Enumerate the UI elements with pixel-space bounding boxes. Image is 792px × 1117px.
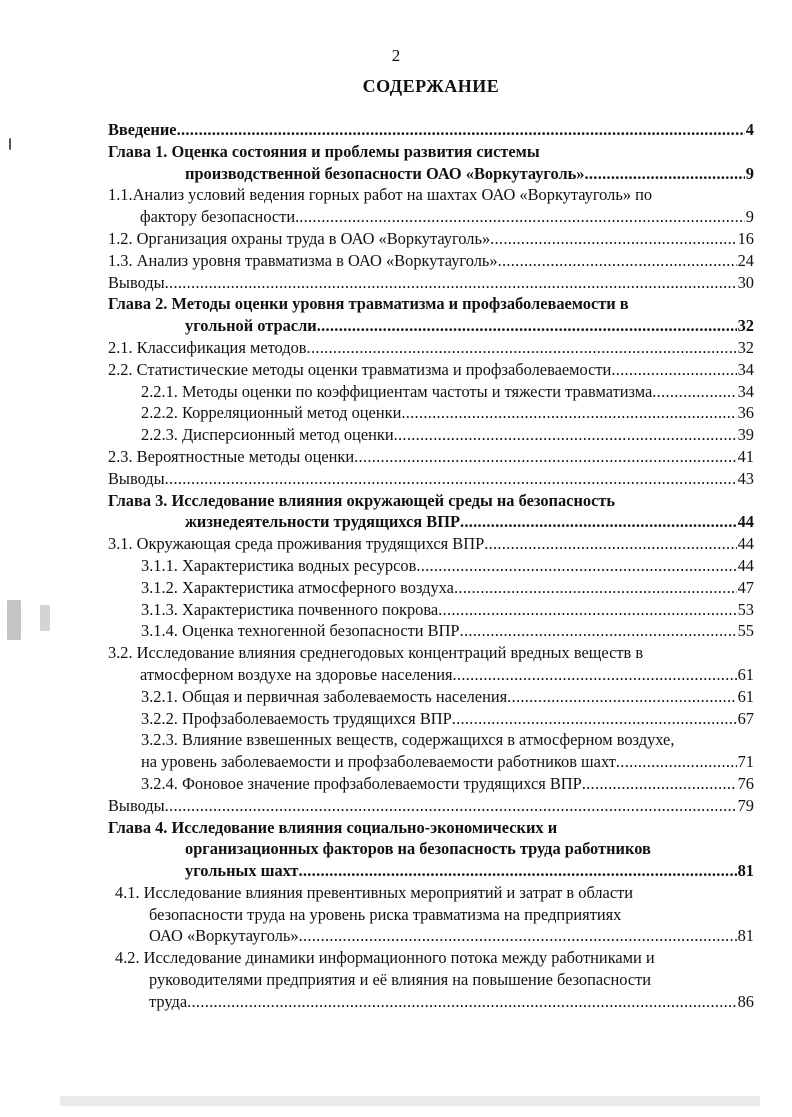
scan-speck (40, 605, 50, 631)
page-number: 2 (391, 46, 401, 65)
toc-entry (108, 708, 754, 730)
toc-entry (108, 272, 754, 294)
toc-entry (108, 359, 754, 381)
scan-speck (60, 1096, 760, 1106)
toc-entry (108, 729, 754, 773)
dot-leader (484, 533, 736, 555)
toc-page-number: 41 (737, 446, 754, 466)
toc-page-number: 61 (737, 686, 754, 706)
dot-leader (507, 686, 736, 708)
dot-leader (416, 555, 736, 577)
dot-leader (453, 664, 737, 686)
dot-leader (460, 511, 737, 533)
toc-entry-title: 3.1.2. Характеристика атмосферного воздуха (141, 577, 454, 597)
toc-entry (108, 817, 754, 882)
toc-entry (108, 555, 754, 577)
toc-entry (108, 184, 754, 228)
toc-entry (108, 577, 754, 599)
toc-page-number: 81 (737, 861, 754, 881)
dot-leader (165, 795, 737, 817)
toc-page-number: 47 (737, 577, 754, 597)
dot-leader (354, 446, 736, 468)
toc-page-number: 16 (737, 228, 754, 248)
toc-entry (108, 795, 754, 817)
toc-page-number: 44 (737, 512, 754, 532)
toc-page-number: 34 (737, 381, 754, 401)
toc-entry-title: 3.2.1. Общая и первичная заболеваемость населения (141, 686, 508, 706)
toc-entry-text: 3.2.3. Влияние взвешенных веществ, содержащихся в атмосферном воздухе, (141, 730, 675, 750)
toc-entry (108, 882, 754, 947)
toc-page-number: 44 (737, 555, 754, 575)
dot-leader (299, 925, 737, 947)
dot-leader (585, 163, 745, 185)
toc-page-number: 9 (745, 163, 754, 183)
toc-page-number: 34 (737, 359, 754, 379)
toc-entry (108, 468, 754, 490)
toc-entry (108, 250, 754, 272)
toc-entry (108, 446, 754, 468)
page-title: СОДЕРЖАНИЕ (362, 76, 500, 96)
toc-page-number: 39 (737, 425, 754, 445)
toc-page-number: 36 (737, 403, 754, 423)
toc-entry-title: Выводы (108, 468, 165, 488)
toc-entry-title: производственной безопасности ОАО «Воркутауголь» (185, 163, 585, 183)
toc-entry-text: Глава 1. Оценка состояния и проблемы развития системы (108, 141, 540, 161)
toc-page-number: 76 (737, 773, 754, 793)
toc-entry-title: угольной отрасли (185, 316, 317, 336)
toc-entry (108, 642, 754, 686)
toc-entry-title: 3.1.3. Характеристика почвенного покрова (141, 599, 439, 619)
toc-page-number: 53 (737, 599, 754, 619)
toc-entry-title: угольных шахт (185, 861, 299, 881)
toc-entry-text: Глава 3. Исследование влияния окружающей среды на безопасность (108, 490, 616, 510)
dot-leader (454, 577, 737, 599)
toc-entry-text: 4.2. Исследование динамики информационного потока между работниками и (115, 948, 655, 968)
toc-entry-text: Глава 2. Методы оценки уровня травматизма и профзаболеваемости в (108, 294, 629, 314)
dot-leader (298, 860, 736, 882)
toc-entry-text: Глава 4. Исследование влияния социально-экономических и (108, 817, 558, 837)
toc-entry (108, 228, 754, 250)
dot-leader (460, 620, 737, 642)
toc-entry-title: 3.2.2. Профзаболеваемость трудящихся ВПР (141, 708, 452, 728)
toc-entry (108, 293, 754, 337)
toc-entry (108, 424, 754, 446)
toc-entry-text: руководителями предприятия и её влияния на повышение безопасности (149, 970, 652, 990)
dot-leader (165, 468, 737, 490)
dot-leader (498, 250, 737, 272)
dot-leader (611, 359, 736, 381)
toc-entry-title: Выводы (108, 795, 165, 815)
toc-entry (108, 141, 754, 185)
toc-entry (108, 599, 754, 621)
table-of-contents (108, 119, 754, 1013)
toc-page-number: 67 (737, 708, 754, 728)
dot-leader (490, 228, 736, 250)
toc-entry (108, 620, 754, 642)
dot-leader (317, 315, 737, 337)
toc-page-number: 24 (737, 250, 754, 270)
toc-entry-title: 2.2.1. Методы оценки по коэффициентам частоты и тяжести травматизма (141, 381, 653, 401)
toc-entry-title: ОАО «Воркутауголь» (149, 926, 299, 946)
dot-leader (307, 337, 737, 359)
dot-leader (652, 381, 736, 403)
dot-leader (616, 751, 737, 773)
scan-speck (9, 138, 11, 150)
dot-leader (187, 991, 736, 1013)
toc-entry-title: Введение (108, 120, 177, 139)
toc-page-number: 43 (737, 468, 754, 488)
dot-leader (401, 402, 736, 424)
toc-entry-title: 3.1.1. Характеристика водных ресурсов (141, 555, 417, 575)
toc-page-number: 79 (737, 795, 754, 815)
toc-entry-text: 1.1.Анализ условий ведения горных работ на шахтах ОАО «Воркутауголь» по (108, 185, 653, 205)
toc-entry (108, 337, 754, 359)
toc-entry (108, 402, 754, 424)
toc-entry-title: Выводы (108, 272, 165, 292)
toc-entry (108, 381, 754, 403)
toc-entry-title: 2.1. Классификация методов (108, 337, 307, 357)
toc-entry (108, 490, 754, 534)
toc-page-number: 44 (737, 534, 754, 554)
dot-leader (394, 424, 737, 446)
toc-entry (108, 947, 754, 1012)
toc-entry-title: 2.2. Статистические методы оценки травматизма и профзаболеваемости (108, 359, 612, 379)
toc-entry (108, 119, 754, 141)
toc-page-number: 32 (737, 316, 754, 336)
dot-leader (438, 599, 736, 621)
toc-entry-text: организационных факторов на безопасность труда работников (185, 839, 651, 859)
toc-page-number: 55 (737, 621, 754, 641)
dot-leader (582, 773, 737, 795)
toc-entry-title: 3.1. Окружающая среда проживания трудящихся ВПР (108, 534, 485, 554)
toc-entry-title: 1.3. Анализ уровня травматизма в ОАО «Воркутауголь» (108, 250, 498, 270)
scan-speck (7, 600, 21, 640)
toc-entry-title: жизнедеятельности трудящихся ВПР (185, 512, 460, 532)
toc-entry-title: на уровень заболеваемости и профзаболеваемости работников шахт (141, 752, 616, 772)
toc-page-number: 9 (745, 207, 754, 227)
toc-entry (108, 686, 754, 708)
toc-entry-title: атмосферном воздухе на здоровье населения (140, 664, 453, 684)
toc-page-number: 32 (737, 337, 754, 357)
toc-page-number: 4 (745, 120, 754, 139)
toc-page-number: 61 (737, 664, 754, 684)
dot-leader (452, 708, 737, 730)
toc-entry-title: труда (149, 991, 188, 1011)
toc-entry-title: 3.1.4. Оценка техногенной безопасности ВПР (141, 621, 460, 641)
toc-entry (108, 773, 754, 795)
toc-entry-title: 2.2.3. Дисперсионный метод оценки (141, 425, 394, 445)
toc-page-number: 71 (737, 752, 754, 772)
toc-entry-title: 1.2. Организация охраны труда в ОАО «Воркутауголь» (108, 228, 491, 248)
toc-page-number: 86 (737, 991, 754, 1011)
toc-entry-title: 3.2.4. Фоновое значение профзаболеваемости трудящихся ВПР (141, 773, 582, 793)
toc-page-number: 81 (737, 926, 754, 946)
toc-entry-text: 4.1. Исследование влияния превентивных мероприятий и затрат в области (115, 882, 634, 902)
toc-page-number: 30 (737, 272, 754, 292)
toc-entry-text: 3.2. Исследование влияния среднегодовых концентраций вредных веществ в (108, 643, 644, 663)
dot-leader (165, 272, 737, 294)
toc-entry-title: 2.2.2. Корреляционный метод оценки (141, 403, 402, 423)
toc-entry (108, 533, 754, 555)
toc-entry-title: 2.3. Вероятностные методы оценки (108, 446, 355, 466)
dot-leader (177, 119, 745, 141)
dot-leader (299, 206, 745, 228)
toc-entry-text: безопасности труда на уровень риска травматизма на предприятиях (149, 904, 622, 924)
toc-entry-title: фактору безопасности. (140, 207, 300, 227)
